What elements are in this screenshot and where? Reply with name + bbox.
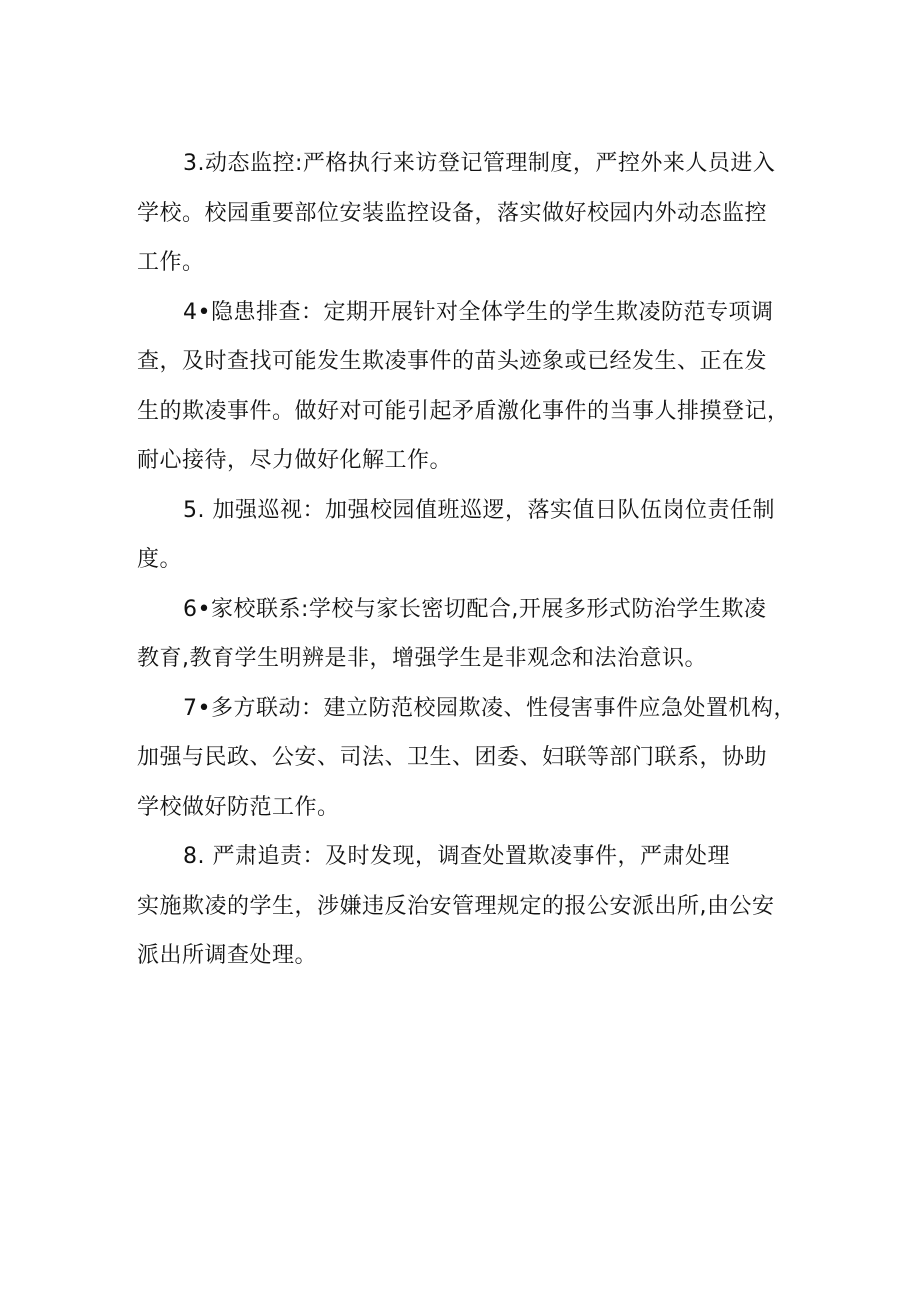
paragraph-line: 生的欺凌事件。做好对可能引起矛盾激化事件的当事人排摸登记， — [137, 398, 790, 424]
paragraph-line: 加强与民政、公安、司法、卫生、团委、妇联等部门联系，协助 — [137, 745, 768, 770]
paragraph-line: 5. 加强巡视：加强校园值班巡逻，落实值日队伍岗位责任制 — [183, 497, 775, 523]
document-body — [137, 139, 797, 981]
paragraph-line: 工作。 — [137, 250, 205, 275]
paragraph-line: 实施欺凌的学生，涉嫌违反治安管理规定的报公安派出所,由公安 — [137, 893, 775, 919]
paragraph-line: 3.动态监控:严格执行来访登记管理制度，严控外来人员进入 — [183, 151, 776, 176]
paragraph-line: 学校。校园重要部位安装监控设备，落实做好校园内外动态监控 — [137, 200, 768, 226]
paragraph-line: 派出所调查处理。 — [137, 943, 318, 968]
paragraph-accountability — [137, 832, 797, 981]
paragraph-patrol — [137, 486, 797, 585]
paragraph-line: 8. 严肃追责：及时发现，调查处置欺凌事件，严肃处理 — [183, 844, 730, 869]
paragraph-line: 耐心接待，尽力做好化解工作。 — [137, 448, 453, 473]
paragraph-line: 4•隐患排查：定期开展针对全体学生的学生欺凌防范专项调 — [183, 299, 774, 325]
paragraph-home-school — [137, 585, 797, 684]
paragraph-line: 度。 — [137, 547, 183, 572]
paragraph-hazard-inspection — [137, 288, 797, 486]
paragraph-line: 7•多方联动：建立防范校园欺凌、性侵害事件应急处置机构， — [183, 695, 796, 721]
paragraph-multi-party — [137, 684, 797, 833]
paragraph-line: 教育,教育学生明辨是非，增强学生是非观念和法治意识。 — [137, 646, 707, 671]
paragraph-line: 6•家校联系:学校与家长密切配合,开展多形式防治学生欺凌 — [183, 596, 767, 622]
paragraph-line: 学校做好防范工作。 — [137, 794, 340, 820]
paragraph-dynamic-monitoring — [137, 139, 797, 288]
paragraph-line: 查，及时查找可能发生欺凌事件的苗头迹象或已经发生、正在发 — [137, 349, 768, 374]
